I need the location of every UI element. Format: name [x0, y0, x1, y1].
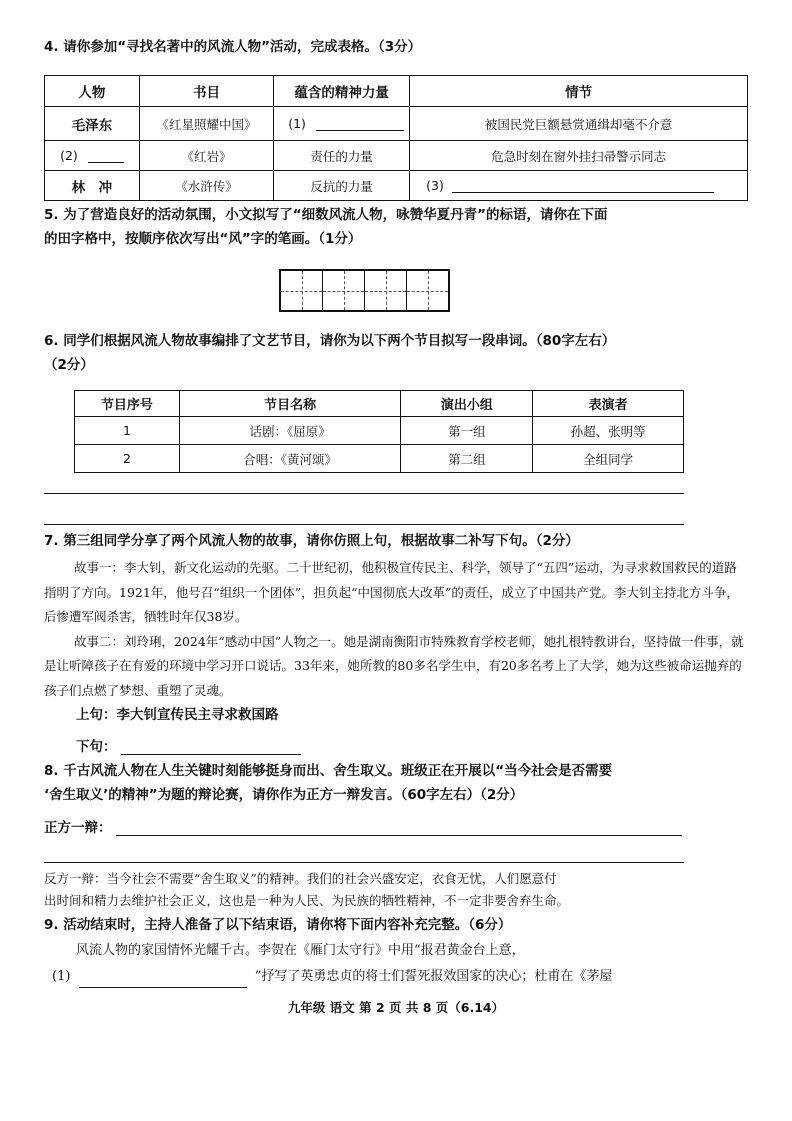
q6-cell: 2	[75, 445, 180, 473]
q4-header: 蕴含的精神力量	[274, 76, 410, 107]
q4-cell: 《红星照耀中国》	[139, 107, 273, 141]
q9-title: 9. 活动结束时，主持人准备了以下结束语，请你将下面内容补充完整。（6分）	[44, 917, 512, 933]
q4-title: 4. 请你参加“寻找名著中的风流人物”活动，完成表格。（3分）	[44, 39, 422, 55]
q6-header: 节目序号	[75, 391, 180, 417]
tianzige-grid[interactable]	[279, 269, 450, 312]
answer-line	[116, 821, 682, 836]
q8-answer-line-2[interactable]	[44, 862, 684, 863]
q9-line2	[52, 966, 612, 988]
q9-line2-text: ”抒写了英勇忠贞的将士们誓死报效国家的决心；杜甫在《茅屋	[254, 969, 613, 984]
q4-header: 人物	[45, 76, 140, 107]
tianzige-cell[interactable]	[365, 271, 407, 310]
q8-con-line1: 反方一辩：当今社会不需要“舍生取义”的精神。我们的社会兴盛安定，衣食无忧，人们愿意付	[44, 871, 557, 886]
q6-cell: 第二组	[401, 445, 533, 473]
q9-blank-1-label: (1)	[52, 969, 71, 984]
q8-pro-label: 正方一辩：	[44, 820, 112, 836]
q8-con-line2: 出时间和精力去维护社会正义，这也是一种为人民、为民族的牺牲精神，不一定非要舍弃生命。	[44, 893, 570, 908]
q4-cell: 《水浒传》	[139, 171, 273, 201]
q4-cell: 责任的力量	[274, 141, 410, 171]
q4-blank-2[interactable]	[45, 141, 140, 171]
q8-line2: ‘舍生取义’的精神”为题的辩论赛，请你作为正方一辩发言。（60字左右）（2分）	[44, 787, 524, 803]
q9-line1: 风流人物的家国情怀光耀千古。李贺在《雁门太守行》中用“报君黄金台上意，	[76, 943, 525, 958]
q4-table	[44, 75, 748, 201]
q4-cell: 毛泽东	[45, 107, 140, 141]
q6-cell: 全组同学	[533, 445, 684, 473]
q8-line1: 8. 千古风流人物在人生关键时刻能够挺身而出、舍生取义。班级正在开展以“当今社会是否需要	[44, 763, 613, 779]
q7-story-2: 故事二：刘玲琍，2024年“感动中国”人物之一。她是湖南衡阳市特殊教育学校老师，她扎根特教讲台，坚持做一件事，就是让听障孩子在有爱的环境中学习开口说话。33年来，她所教的80多名学生中，有20多名考上了大学，她为这些被命运抛弃的孩子们点燃了梦想、重塑了灵魂。	[44, 633, 744, 698]
q4-cell: 反抗的力量	[274, 171, 410, 201]
q4-blank-2-label: (2)	[60, 148, 78, 163]
q6-cell: 话剧：《屈原》	[179, 417, 401, 445]
q5-line2: 的田字格中，按顺序依次写出“风”字的笔画。（1分）	[44, 231, 362, 247]
tianzige-cell[interactable]	[323, 271, 365, 310]
q7-upper-line: 上句：李大钊宣传民主寻求救国路	[76, 707, 279, 723]
q7-title: 7. 第三组同学分享了两个风流人物的故事，请你仿照上句，根据故事二补写下句。（2分）	[44, 533, 579, 549]
q6-answer-line-1[interactable]	[44, 493, 684, 494]
q7-lower-line[interactable]	[76, 735, 301, 755]
q4-blank-3-label: (3)	[426, 178, 444, 193]
q6-cell: 第一组	[401, 417, 533, 445]
q4-cell: 林 冲	[45, 171, 140, 201]
q4-blank-1[interactable]	[274, 107, 410, 141]
q6-cell: 1	[75, 417, 180, 445]
q6-header: 表演者	[533, 391, 684, 417]
q9-blank-1[interactable]	[79, 973, 247, 988]
q4-blank-1-label: (1)	[288, 116, 306, 131]
q6-header: 节目名称	[179, 391, 401, 417]
q7-story-1: 故事一：李大钊，新文化运动的先驱。二十世纪初，他积极宣传民主、科学，领导了“五四”运动，为寻求救国救民的道路指明了方向。1921年，他号召“组织一个团体”，担负起“中国彻底大改革”的责任，成立了中国共产党。李大钊主持北方斗争，后惨遭军阀杀害，牺牲时年仅38岁。	[44, 560, 739, 624]
answer-line	[121, 740, 301, 755]
q4-header: 情节	[410, 76, 748, 107]
q4-cell: 危急时刻在窗外挂扫帚警示同志	[410, 141, 748, 171]
q4-header: 书目	[139, 76, 273, 107]
q5-line1: 5. 为了营造良好的活动氛围，小文拟写了“细数风流人物，咏赞华夏丹青”的标语，请你在下面	[44, 207, 608, 223]
q4-cell: 《红岩》	[139, 141, 273, 171]
q8-pro-line[interactable]	[44, 816, 682, 836]
q6-line2: （2分）	[44, 357, 94, 373]
tianzige-cell[interactable]	[281, 271, 323, 310]
tianzige-cell[interactable]	[407, 271, 448, 310]
q4-blank-3[interactable]	[410, 171, 748, 201]
q4-cell: 被国民党巨额悬赏通缉却毫不介意	[410, 107, 748, 141]
q7-lower-label: 下句：	[76, 739, 117, 755]
q7-stories	[44, 556, 744, 703]
answer-line	[316, 116, 404, 131]
q6-answer-line-2[interactable]	[44, 524, 684, 525]
page-footer: 九年级 语文 第 2 页 共 8 页（6.14）	[287, 1000, 505, 1015]
answer-line	[88, 148, 124, 163]
q6-cell: 合唱：《黄河颂》	[179, 445, 401, 473]
answer-line	[452, 178, 714, 193]
q6-cell: 孙超、张明等	[533, 417, 684, 445]
q6-table	[74, 390, 684, 473]
q6-line1: 6. 同学们根据风流人物故事编排了文艺节目，请你为以下两个节目拟写一段串词。（80字左右）	[44, 333, 616, 349]
q6-header: 演出小组	[401, 391, 533, 417]
